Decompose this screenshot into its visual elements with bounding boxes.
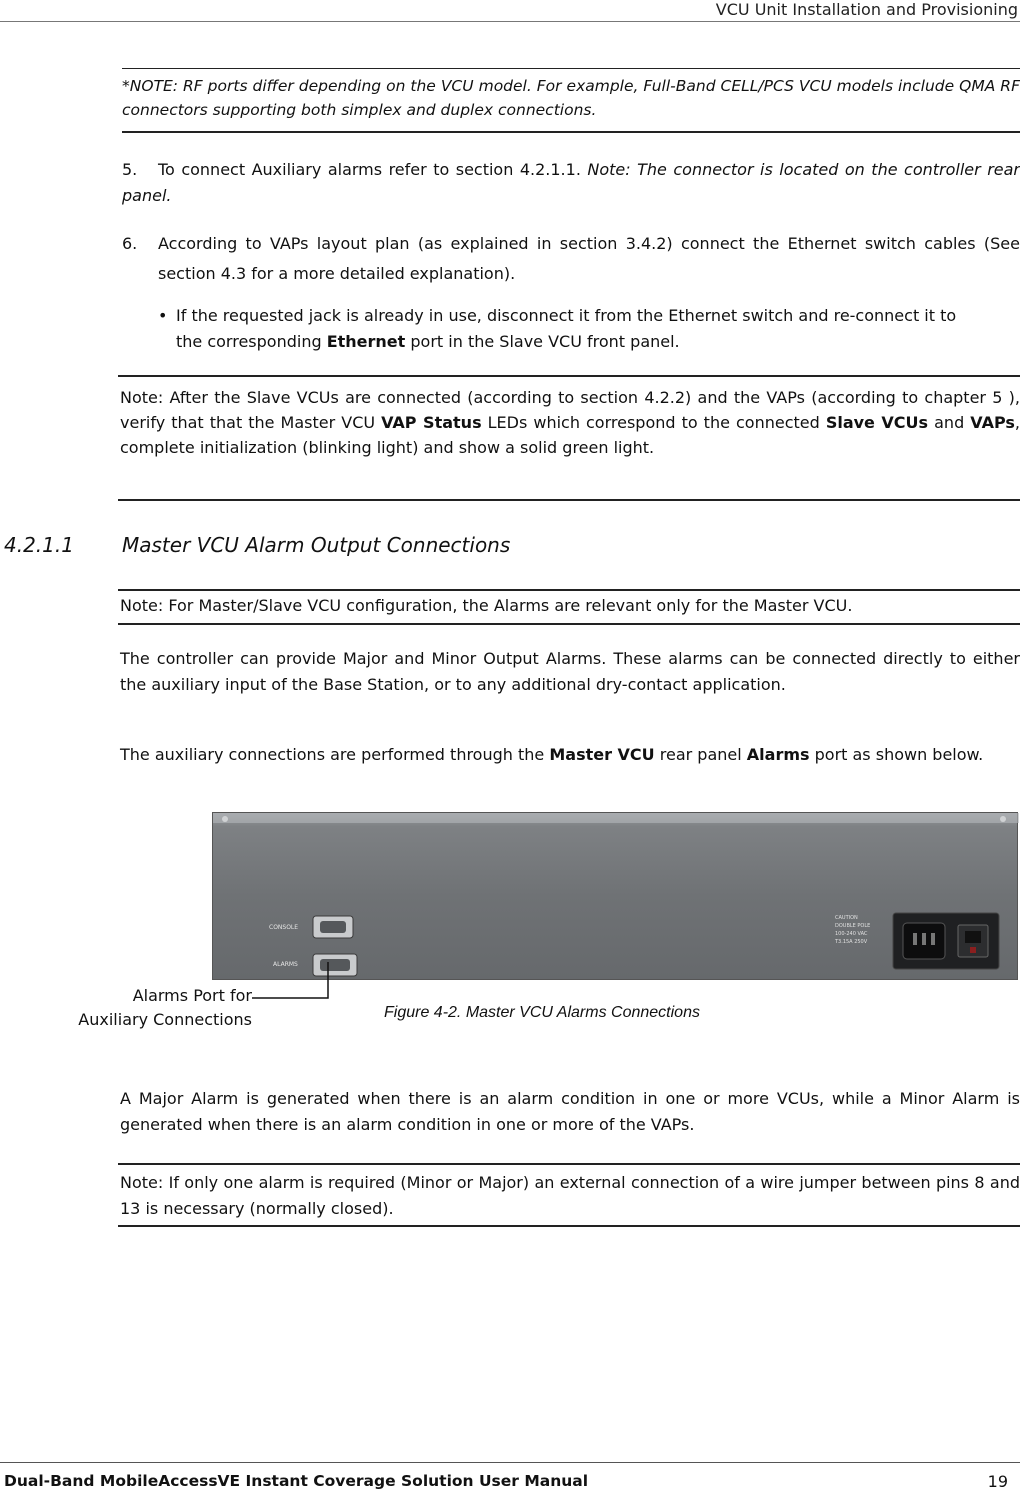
- callout-line-1: Alarms Port for: [132, 986, 252, 1005]
- aux-b2: Alarms: [746, 745, 810, 764]
- step-6-number: 6.: [122, 234, 138, 253]
- slave-note-top-rule: [118, 375, 1020, 377]
- aux-b1: Master VCU: [549, 745, 655, 764]
- aux-p2: rear panel: [654, 745, 747, 764]
- rear-panel-drawing: [213, 813, 1019, 981]
- step-6-text: According to VAPs layout plan (as explained in section 3.4.2) connect the Ethernet switch cables (See section 4.3 for a more detailed explanation).: [158, 234, 1020, 283]
- console-port-label: CONSOLE: [269, 924, 299, 931]
- caution-line-2: DOUBLE POLE: [835, 923, 871, 929]
- header-divider: [0, 21, 1020, 22]
- auxiliary-paragraph: [120, 742, 1020, 768]
- caution-label: [834, 915, 870, 945]
- aux-p1: The auxiliary connections are performed through the: [120, 745, 550, 764]
- jumper-note-top-rule: [118, 1163, 1020, 1165]
- figure-caption: Figure 4-2. Master VCU Alarms Connections: [384, 1004, 700, 1021]
- section-title: Master VCU Alarm Output Connections: [122, 533, 511, 557]
- note-bottom-rule: [122, 131, 1020, 133]
- master-note-top-rule: [118, 589, 1020, 591]
- vcu-rear-panel-image: [212, 812, 1018, 980]
- power-inlet-module: [893, 913, 999, 969]
- bullet-text-bold: Ethernet: [326, 332, 406, 351]
- step-5: [122, 157, 1020, 209]
- slave-note-b3: VAPs: [970, 413, 1015, 432]
- slave-note-p4: , complete initialization (blinking light) and show a solid green light.: [120, 413, 1020, 457]
- slave-note: [120, 385, 1020, 460]
- note-top-rule: [122, 68, 1020, 69]
- major-minor-paragraph: A Major Alarm is generated when there is an alarm condition in one or more VCUs, while a Minor Alarm is generated when there is an alarm condition in one or more of the VAPs.: [120, 1089, 1020, 1134]
- jumper-note: Note: If only one alarm is required (Minor or Major) an external connection of a wire jumper between pins 8 and 13 is necessary (normally closed).: [120, 1173, 1020, 1218]
- bullet-text-before: If the requested jack is already in use, disconnect it from the Ethernet switch and re-connect it to the corresponding: [176, 306, 957, 351]
- step-5-text: To connect Auxiliary alarms refer to section 4.2.1.1.: [158, 160, 588, 179]
- aux-p3: port as shown below.: [809, 745, 984, 764]
- callout-line-2: Auxiliary Connections: [78, 1010, 252, 1029]
- master-note-bottom-rule: [118, 623, 1020, 625]
- bullet-text-after: port in the Slave VCU front panel.: [405, 332, 680, 351]
- bullet-mark: •: [158, 306, 168, 325]
- step-5-note: Note: The connector is located on the controller rear panel.: [122, 160, 1020, 205]
- caution-line-1: CAUTION: [835, 915, 858, 921]
- section-heading: [4, 533, 510, 557]
- bullet-text: [176, 303, 976, 355]
- alarms-port-label: ALARMS: [273, 961, 298, 968]
- callout-leader-line: [250, 960, 340, 1002]
- page-header-title: VCU Unit Installation and Provisioning: [715, 0, 1018, 19]
- slave-note-b2: Slave VCUs: [825, 413, 929, 432]
- jumper-note-bottom-rule: [118, 1225, 1020, 1227]
- footer-page-number: 19: [987, 1472, 1008, 1491]
- slave-note-p3: and: [928, 413, 971, 432]
- caution-line-3: 100-240 VAC: [835, 931, 868, 937]
- rf-ports-note: *NOTE: RF ports differ depending on the VCU model. For example, Full-Band CELL/PCS VCU models include QMA RF connectors supporting both simplex and duplex connections.: [122, 77, 1020, 119]
- footer-divider: [0, 1462, 1020, 1463]
- alarms-paragraph: The controller can provide Major and Minor Output Alarms. These alarms can be connected directly to either the auxiliary input of the Base Station, or to any additional dry-contact application.: [120, 649, 1020, 694]
- step-5-number: 5.: [122, 160, 138, 179]
- master-note: Note: For Master/Slave VCU configuration, the Alarms are relevant only for the Master VCU.: [120, 596, 853, 615]
- console-db-connector: [313, 916, 353, 938]
- footer-manual-title: Dual-Band MobileAccessVE Instant Coverage Solution User Manual: [4, 1472, 589, 1490]
- section-number: 4.2.1.1: [4, 533, 74, 557]
- slave-note-p2: LEDs which correspond to the connected: [481, 413, 826, 432]
- slave-note-p1: Note: After the Slave VCUs are connected (according to section 4.2.2) and the VAPs (according to chapter 5 ), verify that that the Master VCU: [120, 388, 1020, 432]
- slave-note-b1: VAP Status: [381, 413, 482, 432]
- caution-line-4: T3.15A 250V: [835, 939, 868, 945]
- slave-note-bottom-rule: [118, 499, 1020, 501]
